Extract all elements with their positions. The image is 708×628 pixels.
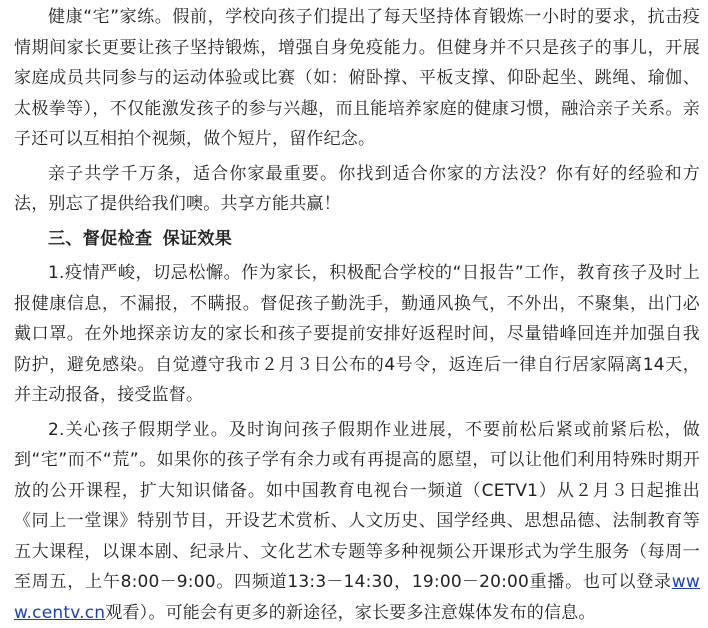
section-heading — [14, 224, 700, 255]
paragraph-study-care-tail: 观看）。可能会有更多的新途径，家长要多注意媒体发布的信息。 — [105, 603, 595, 623]
paragraph-home-exercise: 健康“宅”家练。假前，学校向孩子们提出了每天坚持体育锻炼一小时的要求，抗击疫情期间家长更要让孩子坚持锻炼，增强自身免疫能力。但健身并不只是孩子的事儿，开展家庭成员共同参与的运动体验或比赛（如：俯卧撑、平板支撑、仰卧起坐、跳绳、瑜伽、太极拳等），不仅能激发孩子的参与兴趣，而且能培养家庭的健康习惯，融洽亲子关系。亲子还可以互相拍个视频，做个短片，留作纪念。 — [14, 2, 700, 155]
paragraph-study-care — [14, 415, 700, 628]
paragraph-share-methods: 亲子共学千万条，适合你家最重要。你找到适合你家的方法没？你有好的经验和方法，别忘了提供给我们噢。共享方能共赢！ — [14, 159, 700, 220]
section-heading-number: 三、督促检查 — [48, 229, 152, 249]
paragraph-study-care-text: 2.关心孩子假期学业。及时询问孩子假期作业进展，不要前松后紧或前紧后松，做到“宅”而不“荒”。如果你的孩子学有余力或有再提高的愿望，可以让他们利用特殊时期开放的公开课程，扩大知识储备。如中国教育电视台一频道（CETV1）从２月３日起推出《同上一堂课》特别节目，开设艺术赏析、人文历史、国学经典、思想品德、法制教育等五大课程，以课本剧、纪录片、文化艺术专题等多种视频公开课形式为学生服务（每周一至周五，上午8:00－9:00。四频道13:3－14:30，19:00－20:00重播。也可以登录 — [14, 420, 700, 593]
paragraph-epidemic-vigilance: 1.疫情严峻，切忌松懈。作为家长，积极配合学校的“日报告”工作，教育孩子及时上报健康信息，不漏报，不瞒报。督促孩子勤洗手，勤通风换气，不外出，不聚集，出门必戴口罩。在外地探亲访友的家长和孩子要提前安排好返程时间，尽量错峰回连并加强自我防护，避免感染。自觉遵守我市２月３日公布的4号令，返连后一律自行居家隔离14天，并主动报备，接受监督。 — [14, 258, 700, 411]
cetv-website-link[interactable]: www.centv.cn — [14, 572, 700, 623]
section-heading-title: 保证效果 — [163, 229, 233, 249]
